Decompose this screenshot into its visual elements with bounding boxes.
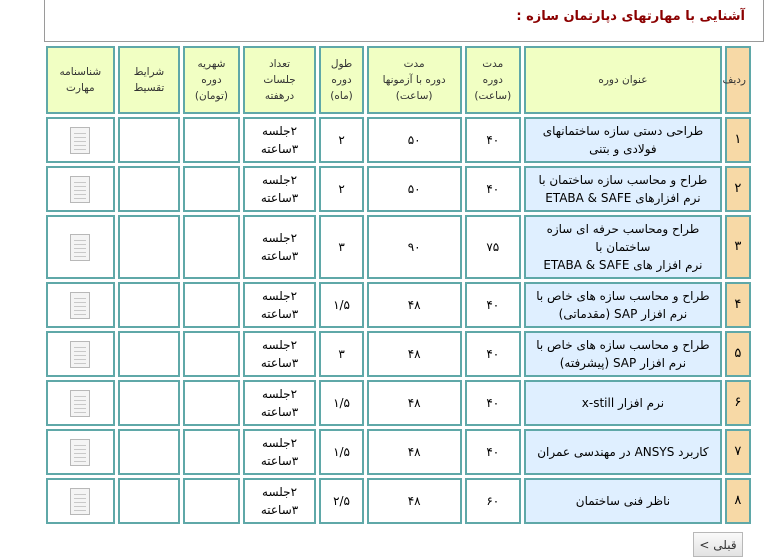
installment-value	[118, 117, 181, 163]
document-icon[interactable]	[70, 390, 90, 417]
certificate-cell	[46, 380, 115, 426]
row-number: ۶	[725, 380, 751, 426]
duration-with-exams-value: ۵۰	[367, 117, 462, 163]
row-number: ۳	[725, 215, 751, 279]
certificate-cell	[46, 282, 115, 328]
installment-value	[118, 282, 181, 328]
header-course-length	[319, 46, 363, 114]
row-number: ۴	[725, 282, 751, 328]
duration-with-exams-value: ۵۰	[367, 166, 462, 212]
weekly-sessions-value	[243, 215, 317, 279]
row-number: ۲	[725, 166, 751, 212]
header-certificate	[46, 46, 115, 114]
row-number: ۸	[725, 478, 751, 524]
weekly-sessions-value	[243, 117, 317, 163]
header-fee	[183, 46, 239, 114]
row-number: ۷	[725, 429, 751, 475]
weekly-sessions-value	[243, 166, 317, 212]
line-text: شرایط	[133, 66, 165, 78]
line-text: ۳ساعته	[260, 405, 299, 419]
document-icon[interactable]	[70, 341, 90, 368]
installment-value	[118, 331, 181, 377]
installment-value	[118, 429, 181, 475]
line-text: فولادی و بتنی	[589, 142, 657, 156]
course-title	[524, 117, 722, 163]
line-text: ناظر فنی ساختمان	[575, 494, 671, 508]
line-text: نرم افزار x-still	[581, 396, 665, 410]
line-text: طراحی دستی سازه ساختمانهای	[542, 124, 704, 138]
line-text: طول	[330, 58, 353, 70]
course-length-value: ۱/۵	[319, 282, 363, 328]
line-text: شهریه	[197, 58, 226, 70]
weekly-sessions-value	[243, 380, 317, 426]
fee-value	[183, 117, 239, 163]
line-text: ۲جلسه	[262, 173, 298, 187]
header-installment	[118, 46, 181, 114]
course-length-value: ۱/۵	[319, 380, 363, 426]
duration-with-exams-value: ۴۸	[367, 331, 462, 377]
fee-value	[183, 380, 239, 426]
fee-value	[183, 215, 239, 279]
course-length-value: ۲	[319, 166, 363, 212]
document-icon[interactable]	[70, 234, 90, 261]
duration-value: ۴۰	[465, 117, 521, 163]
document-icon[interactable]	[70, 439, 90, 466]
duration-value: ۷۵	[465, 215, 521, 279]
line-text: دوره	[331, 74, 352, 86]
line-text: ۳ساعته	[260, 191, 299, 205]
header-duration	[465, 46, 521, 114]
line-text: کاربرد ANSYS در مهندسی عمران	[537, 445, 709, 459]
line-text: (ساعت)	[474, 90, 512, 102]
line-text: طراح ومحاسب حرفه ای سازه	[546, 222, 700, 236]
duration-with-exams-value: ۴۸	[367, 380, 462, 426]
courses-table	[43, 43, 754, 527]
line-text: ۳ساعته	[260, 356, 299, 370]
course-length-value: ۳	[319, 215, 363, 279]
fee-value	[183, 331, 239, 377]
header-course-title: عنوان دوره	[524, 46, 722, 114]
table-header-row	[46, 46, 751, 114]
table-row	[46, 331, 751, 377]
installment-value	[118, 380, 181, 426]
document-icon[interactable]	[70, 127, 90, 154]
duration-value: ۴۰	[465, 166, 521, 212]
document-icon[interactable]	[70, 292, 90, 319]
certificate-cell	[46, 117, 115, 163]
line-text: ۲جلسه	[262, 338, 298, 352]
duration-with-exams-value: ۴۸	[367, 282, 462, 328]
duration-value: ۴۰	[465, 282, 521, 328]
header-weekly-sessions	[243, 46, 317, 114]
weekly-sessions-value	[243, 282, 317, 328]
line-text: نرم افزار SAP (پیشرفته)	[559, 356, 687, 370]
course-title	[524, 478, 722, 524]
line-text: ۳ساعته	[260, 454, 299, 468]
line-text: تقسیط	[133, 82, 165, 94]
header-row-number: ردیف	[725, 46, 751, 114]
previous-button[interactable]: قبلی >	[693, 532, 743, 557]
line-text: نرم افزار های ETABA & SAFE	[543, 258, 703, 272]
course-length-value: ۲/۵	[319, 478, 363, 524]
fee-value	[183, 166, 239, 212]
line-text: نرم افزار SAP (مقدماتی)	[558, 307, 688, 321]
row-number: ۵	[725, 331, 751, 377]
fee-value	[183, 429, 239, 475]
header-duration-with-exams	[367, 46, 462, 114]
weekly-sessions-value	[243, 331, 317, 377]
duration-with-exams-value: ۹۰	[367, 215, 462, 279]
row-number: ۱	[725, 117, 751, 163]
line-text: (تومان)	[194, 90, 228, 102]
line-text: ۲جلسه ۳ساعته	[260, 124, 299, 156]
course-title	[524, 429, 722, 475]
line-text: ۳ساعته	[260, 249, 299, 263]
course-title	[524, 331, 722, 377]
duration-with-exams-value: ۴۸	[367, 429, 462, 475]
course-length-value: ۱/۵	[319, 429, 363, 475]
weekly-sessions-value	[243, 429, 317, 475]
document-icon[interactable]	[70, 488, 90, 515]
course-title	[524, 282, 722, 328]
line-text: ۳ساعته	[260, 307, 299, 321]
duration-with-exams-value: ۴۸	[367, 478, 462, 524]
table-row	[46, 166, 751, 212]
line-text: تعداد	[268, 58, 291, 70]
table-row	[46, 478, 751, 524]
course-length-value: ۲	[319, 117, 363, 163]
table-row	[46, 429, 751, 475]
course-title	[524, 380, 722, 426]
certificate-cell	[46, 166, 115, 212]
course-length-value: ۳	[319, 331, 363, 377]
line-text: ۲جلسه	[262, 231, 298, 245]
line-text: (ماه)	[330, 90, 353, 102]
line-text: ۲جلسه	[262, 436, 298, 450]
line-text: دوره	[482, 74, 503, 86]
certificate-cell	[46, 215, 115, 279]
line-text: ۳ساعته	[260, 503, 299, 517]
line-text: مدت	[482, 58, 504, 70]
line-text: طراح و محاسب سازه های خاص با	[536, 289, 710, 303]
line-text: ساختمان با	[595, 240, 651, 254]
line-text: ۲جلسه	[262, 387, 298, 401]
line-text: طراح و محاسب سازه ساختمان با	[538, 173, 708, 187]
document-icon[interactable]	[70, 176, 90, 203]
table-row	[46, 380, 751, 426]
line-text: (ساعت)	[395, 90, 433, 102]
line-text: ۲جلسه	[262, 289, 298, 303]
line-text: دوره با آزمونها	[382, 74, 446, 86]
duration-value: ۴۰	[465, 331, 521, 377]
line-text: جلسات درهفته	[263, 74, 296, 102]
certificate-cell	[46, 331, 115, 377]
duration-value: ۶۰	[465, 478, 521, 524]
installment-value	[118, 215, 181, 279]
duration-value: ۴۰	[465, 380, 521, 426]
table-row	[46, 215, 751, 279]
weekly-sessions-value	[243, 478, 317, 524]
page-title: آشنایی با مهارتهای دپارتمان سازه :	[516, 9, 745, 24]
line-text: مدت	[403, 58, 425, 70]
installment-value	[118, 478, 181, 524]
fee-value	[183, 282, 239, 328]
duration-value: ۴۰	[465, 429, 521, 475]
certificate-cell	[46, 429, 115, 475]
installment-value	[118, 166, 181, 212]
line-text: شناسنامه	[59, 66, 102, 78]
table-row	[46, 282, 751, 328]
page-title-box	[44, 0, 764, 42]
fee-value	[183, 478, 239, 524]
line-text: نرم افزارهای ETABA & SAFE	[545, 191, 701, 205]
certificate-cell	[46, 478, 115, 524]
course-title	[524, 215, 722, 279]
line-text: دوره	[201, 74, 222, 86]
line-text: طراح و محاسب سازه های خاص با	[536, 338, 710, 352]
course-title	[524, 166, 722, 212]
table-row	[46, 117, 751, 163]
line-text: مهارت	[66, 82, 95, 94]
line-text: ۲جلسه	[262, 485, 298, 499]
